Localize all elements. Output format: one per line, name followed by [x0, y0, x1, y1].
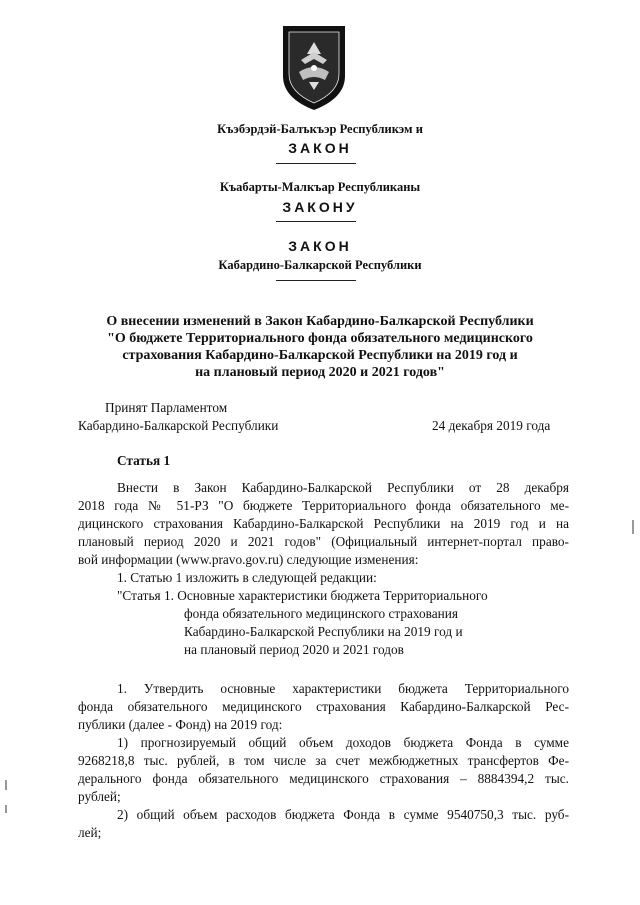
quote-line: на плановый период 2020 и 2021 годов	[184, 642, 404, 657]
quote-line: "Статья 1. Основные характеристики бюджета Территориального	[117, 588, 488, 603]
header-russian-law: ЗАКОН	[288, 238, 352, 254]
header-russian-republic: Кабардино-Балкарской Республики	[218, 258, 422, 272]
divider	[276, 280, 356, 281]
scan-artifact	[5, 780, 7, 790]
law-title-line: на плановый период 2020 и 2021 годов"	[195, 365, 445, 380]
adoption-date: 24 декабря 2019 года	[432, 418, 551, 433]
law-title-line: О внесении изменений в Закон Кабардино-Балкарской Республики	[106, 314, 534, 329]
paragraph-line: 2018 года № 51-РЗ "О бюджете Территориального фонда обязательного ме-	[78, 498, 569, 513]
paragraph-line: рублей;	[78, 789, 121, 804]
paragraph-line: лей;	[78, 825, 102, 840]
header-kabardian-law: ЗАКОН	[288, 140, 352, 156]
coat-of-arms-icon	[279, 24, 349, 112]
paragraph-line: 1. Утвердить основные характеристики бюджета Территориального	[117, 681, 569, 696]
adoption-line: Кабардино-Балкарской Республики	[78, 418, 279, 433]
law-title-line: страхования Кабардино-Балкарской Республики на 2019 год и	[122, 348, 518, 363]
scan-artifact	[632, 520, 634, 534]
divider	[276, 221, 356, 222]
paragraph-line: вой информации (www.pravo.gov.ru) следующие изменения:	[78, 552, 419, 567]
paragraph-line: 9268218,8 тыс. рублей, в том числе за счет межбюджетных трансфертов Фе-	[78, 753, 569, 768]
header-balkar-republic: Къабарты-Малкъар Республиканы	[219, 180, 421, 194]
quote-line: фонда обязательного медицинского страхования	[184, 606, 459, 621]
header-balkar-law: ЗАКОНУ	[282, 199, 358, 215]
adoption-line: Принят Парламентом	[105, 400, 228, 415]
paragraph-line: 2) общий объем расходов бюджета Фонда в сумме 9540750,3 тыс. руб-	[117, 807, 569, 822]
article-heading: Статья 1	[117, 453, 171, 468]
paragraph-line: фонда обязательного медицинского страхования Кабардино-Балкарской Рес-	[78, 699, 569, 714]
paragraph-line: плановый период 2020 и 2021 годов" (Официальный интернет-портал право-	[78, 534, 569, 549]
paragraph-line: дерального фонда обязательного медицинского страхования – 8884394,2 тыс.	[78, 771, 569, 786]
header-kabardian-republic: Къэбэрдэй-Балъкъэр Республикэм и	[217, 122, 423, 136]
paragraph-line: дицинского страхования Кабардино-Балкарской Республики на 2019 год и на	[78, 516, 569, 531]
quote-line: Кабардино-Балкарской Республики на 2019 год и	[184, 624, 463, 639]
list-item: 1. Статью 1 изложить в следующей редакции:	[117, 570, 377, 585]
paragraph-line: публики (далее - Фонд) на 2019 год:	[78, 717, 283, 732]
paragraph-line: Внести в Закон Кабардино-Балкарской Республики от 28 декабря	[117, 480, 569, 495]
law-title-line: "О бюджете Территориального фонда обязательного медицинского	[107, 331, 533, 346]
paragraph-line: 1) прогнозируемый общий объем доходов бюджета Фонда в сумме	[117, 735, 569, 750]
scan-artifact	[5, 805, 7, 813]
divider	[276, 163, 356, 164]
